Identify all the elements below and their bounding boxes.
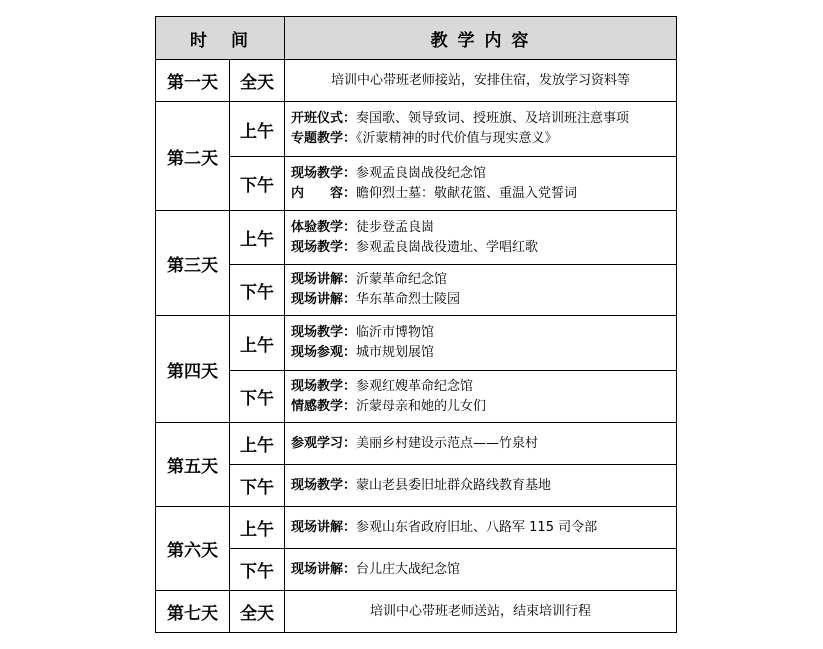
- content-line: [285, 602, 676, 622]
- activity-label: 现场教学：: [291, 477, 357, 493]
- session-content: [285, 591, 677, 633]
- activity-text: 蒙山老县委旧址群众路线教育基地: [356, 477, 552, 493]
- content-line: [291, 434, 676, 454]
- session-content: [285, 423, 677, 465]
- content-line: [291, 518, 676, 538]
- session-content: [285, 102, 677, 157]
- schedule-row: [156, 507, 677, 549]
- activity-text: 参观孟良崮战役遗址、学唱红歌: [356, 239, 539, 255]
- day-label: 第五天: [156, 423, 230, 507]
- activity-label: 内 容：: [291, 185, 357, 201]
- schedule-row: [156, 211, 677, 265]
- day-label: 第二天: [156, 102, 230, 211]
- content-line: [291, 560, 676, 580]
- content-line: [291, 238, 676, 258]
- period-label: 上午: [230, 507, 285, 549]
- activity-label: 现场讲解：: [291, 272, 357, 287]
- activity-label: 情感教学：: [291, 398, 357, 414]
- activity-label: 现场教学：: [291, 325, 357, 340]
- activity-label: 现场讲解：: [291, 292, 357, 307]
- activity-text: 《沂蒙精神的时代价值与现实意义》: [356, 131, 558, 146]
- content-line: [291, 476, 676, 496]
- period-label: 全天: [230, 60, 285, 102]
- activity-label: 开班仪式：: [291, 111, 357, 126]
- activity-text: 参观红嫂革命纪念馆: [356, 378, 474, 394]
- activity-label: 现场讲解：: [291, 519, 357, 535]
- content-line: [291, 129, 676, 149]
- activity-label: 现场讲解：: [291, 561, 357, 577]
- period-label: 下午: [230, 371, 285, 423]
- period-label: 下午: [230, 157, 285, 211]
- day-label: 第一天: [156, 60, 230, 102]
- schedule-row: [156, 591, 677, 633]
- header-time-char-2: 间: [231, 30, 250, 51]
- content-line: [291, 290, 676, 310]
- schedule-table: [155, 16, 677, 633]
- activity-text: 沂蒙革命纪念馆: [356, 272, 448, 287]
- content-line: [291, 377, 676, 397]
- content-line: [291, 164, 676, 184]
- activity-text: 美丽乡村建设示范点——竹泉村: [356, 435, 539, 451]
- activity-text: 参观山东省政府旧址、八路军 115 司令部: [356, 519, 598, 535]
- schedule-row: [156, 60, 677, 102]
- activity-text: 徒步登孟良崮: [356, 219, 435, 235]
- header-time: [156, 17, 285, 60]
- activity-label: 现场参观：: [291, 345, 357, 360]
- schedule-row: [156, 371, 677, 423]
- period-label: 下午: [230, 465, 285, 507]
- header-time-char-1: 时: [190, 30, 209, 51]
- activity-text: 城市规划展馆: [356, 345, 435, 360]
- schedule-row: [156, 102, 677, 157]
- period-label: 下午: [230, 549, 285, 591]
- period-label: 上午: [230, 211, 285, 265]
- activity-label: 专题教学：: [291, 131, 357, 146]
- content-line: [291, 323, 676, 343]
- session-content: [285, 211, 677, 265]
- day-label: 第七天: [156, 591, 230, 633]
- content-line: [291, 218, 676, 238]
- schedule-row: [156, 316, 677, 371]
- content-line: [291, 343, 676, 363]
- session-content: [285, 465, 677, 507]
- session-content: [285, 371, 677, 423]
- activity-text: 瞻仰烈士墓：敬献花篮、重温入党誓词: [356, 185, 578, 201]
- session-content: [285, 507, 677, 549]
- activity-text: 沂蒙母亲和她的儿女们: [356, 398, 487, 414]
- content-line: [291, 184, 676, 204]
- content-line: [291, 109, 676, 129]
- activity-label: 体验教学：: [291, 219, 357, 235]
- content-line: [291, 397, 676, 417]
- content-line: [291, 270, 676, 290]
- schedule-row: [156, 465, 677, 507]
- session-content: [285, 60, 677, 102]
- period-label: 上午: [230, 102, 285, 157]
- activity-text: 奏国歌、领导致词、授班旗、及培训班注意事项: [356, 111, 630, 126]
- activity-text: 台儿庄大战纪念馆: [356, 561, 461, 577]
- activity-label: 现场教学：: [291, 239, 357, 255]
- header-content: 教 学 内 容: [285, 17, 677, 60]
- activity-text: 参观孟良崮战役纪念馆: [356, 165, 487, 181]
- session-content: [285, 265, 677, 316]
- period-label: 上午: [230, 423, 285, 465]
- schedule-row: [156, 265, 677, 316]
- session-content: [285, 549, 677, 591]
- activity-label: 参观学习：: [291, 435, 357, 451]
- header-row: [156, 17, 677, 60]
- activity-text: 华东革命烈士陵园: [356, 292, 461, 307]
- content-line: [285, 71, 676, 91]
- schedule-body: [156, 17, 677, 633]
- session-content: [285, 157, 677, 211]
- session-content: [285, 316, 677, 371]
- activity-label: 现场教学：: [291, 378, 357, 394]
- day-label: 第六天: [156, 507, 230, 591]
- activity-label: 现场教学：: [291, 165, 357, 181]
- day-label: 第三天: [156, 211, 230, 316]
- schedule-row: [156, 157, 677, 211]
- schedule-row: [156, 423, 677, 465]
- day-label: 第四天: [156, 316, 230, 423]
- activity-text: 培训中心带班老师接站，安排住宿，发放学习资料等: [330, 72, 630, 88]
- period-label: 下午: [230, 265, 285, 316]
- activity-text: 临沂市博物馆: [356, 325, 435, 340]
- period-label: 全天: [230, 591, 285, 633]
- schedule-row: [156, 549, 677, 591]
- period-label: 上午: [230, 316, 285, 371]
- activity-text: 培训中心带班老师送站，结束培训行程: [369, 603, 591, 619]
